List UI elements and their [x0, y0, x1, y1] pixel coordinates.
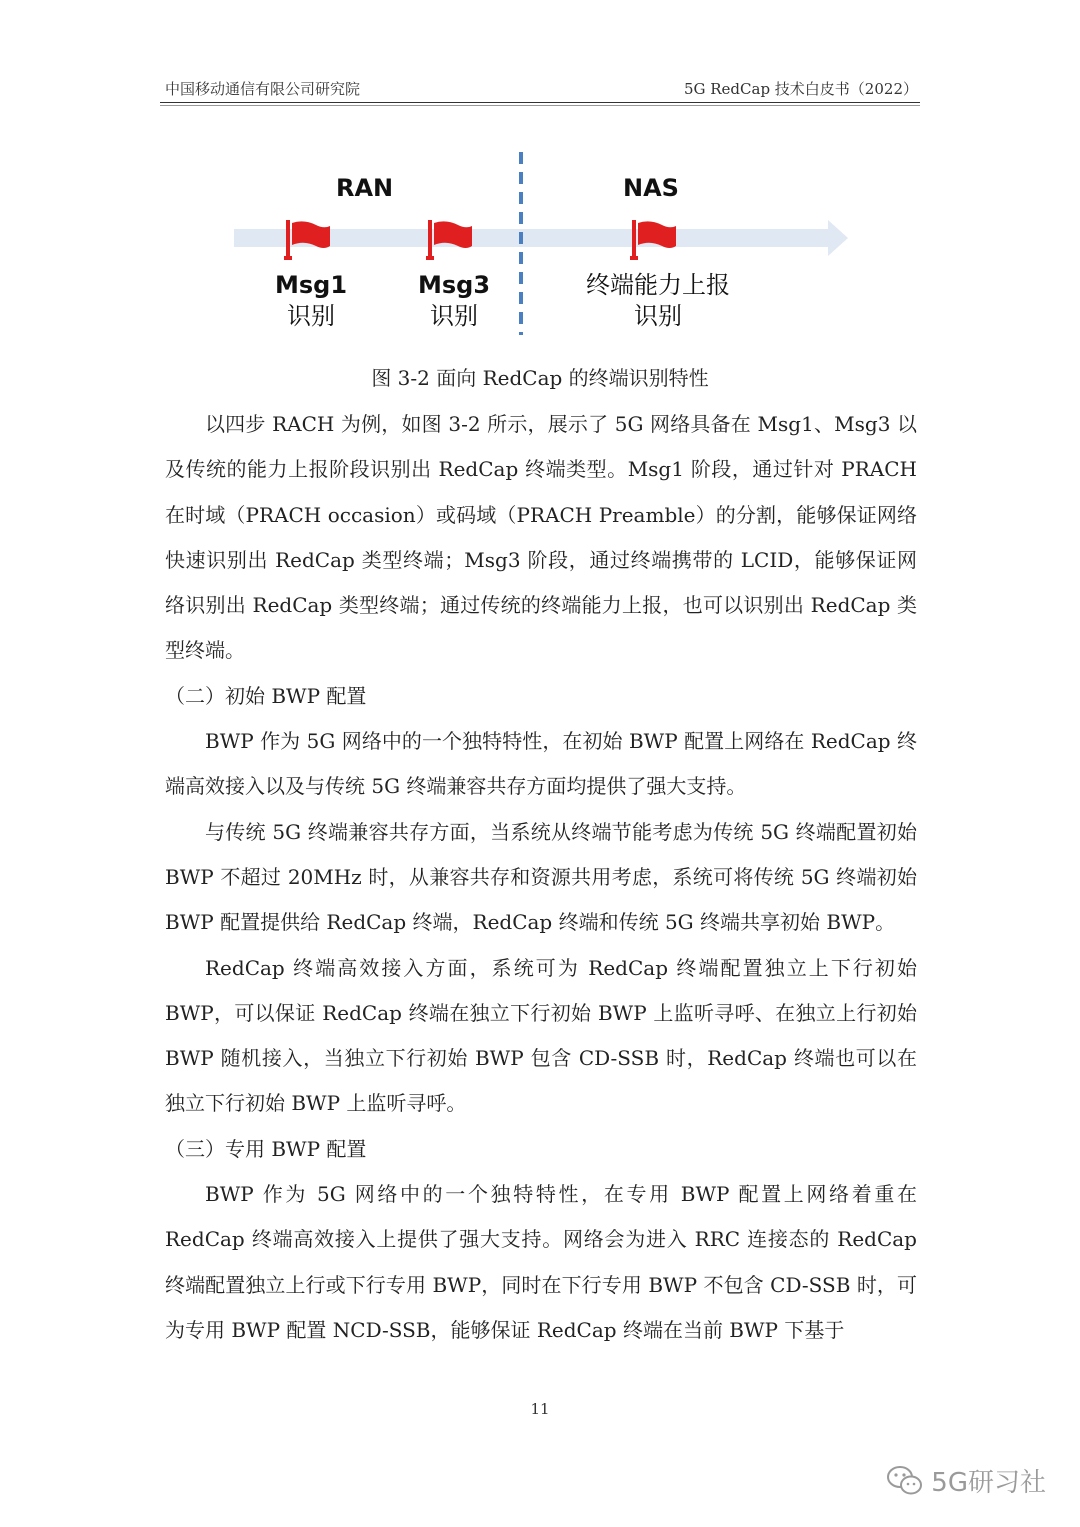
paragraph: BWP 作为 5G 网络中的一个独特特性，在专用 BWP 配置上网络着重在 RedCap 终端高效接入上提供了强大支持。网络会为进入 RRC 连接态的 RedCap 终端配置独立上行或下行专用 BWP，同时在下行专用 BWP 不包含 CD-SSB 时，可为专用 BWP 配置 NCD-SSB，能够保证 RedCap 终端在当前 BWP 下基于	[165, 1182, 917, 1342]
paragraph: 以四步 RACH 为例，如图 3-2 所示，展示了 5G 网络具备在 Msg1、Msg3 以及传统的能力上报阶段识别出 RedCap 终端类型。Msg1 阶段，通过针对 PRACH 在时域（PRACH occasion）或码域（PRACH Preamble）的分割，能够保证网络快速识别出 RedCap 类型终端；Msg3 阶段，通过终端携带的 LCID，能够保证网络识别出 RedCap 类型终端；通过传统的终端能力上报，也可以识别出 RedCap 类型终端。	[165, 412, 917, 663]
point-msg1	[270, 270, 352, 332]
point-sub: 识别	[287, 302, 335, 330]
paragraph: RedCap 终端高效接入方面，系统可为 RedCap 终端配置独立上下行初始 BWP，可以保证 RedCap 终端在独立下行初始 BWP 上监听寻呼、在独立上行初始 BWP 随机接入，当独立下行初始 BWP 包含 CD-SSB 时，RedCap 终端也可以在独立下行初始 BWP 上监听寻呼。	[165, 955, 917, 1116]
point-sub: 识别	[430, 302, 478, 330]
body-text	[165, 402, 917, 1353]
point-title: 终端能力上报	[586, 271, 730, 299]
header-org: 中国移动通信有限公司研究院	[165, 80, 361, 98]
nas-label: NAS	[623, 174, 679, 202]
paragraph: 与传统 5G 终端兼容共存方面，当系统从终端节能考虑为传统 5G 终端配置初始 BWP 不超过 20MHz 时，从兼容共存和资源共用考虑，系统可将传统 5G 终端初始 BWP 配置提供给 RedCap 终端，RedCap 终端和传统 5G 终端共享初始 BWP。	[165, 819, 917, 935]
paragraph: BWP 作为 5G 网络中的一个独特特性，在初始 BWP 配置上网络在 RedCap 终端高效接入以及与传统 5G 终端兼容共存方面均提供了强大支持。	[165, 729, 917, 799]
wechat-icon	[885, 1464, 925, 1498]
section-heading: （三）专用 BWP 配置	[165, 1136, 367, 1161]
point-capability-report	[568, 270, 748, 332]
page-number: 11	[530, 1400, 550, 1418]
header-rule-thin	[160, 105, 920, 106]
point-msg3	[413, 270, 495, 332]
figure-caption: 图 3-2 面向 RedCap 的终端识别特性	[371, 366, 709, 390]
header-doc-title: 5G RedCap 技术白皮书（2022）	[683, 80, 918, 98]
section-heading: （二）初始 BWP 配置	[165, 683, 367, 708]
figure-terminal-identification	[160, 140, 920, 345]
point-title: Msg1	[274, 271, 348, 299]
watermark-text: 5G研习社	[931, 1468, 1046, 1498]
watermark	[885, 1462, 1046, 1499]
header-rule	[160, 102, 920, 103]
point-title: Msg3	[417, 271, 491, 299]
ran-label: RAN	[336, 174, 394, 202]
point-sub: 识别	[634, 302, 682, 330]
